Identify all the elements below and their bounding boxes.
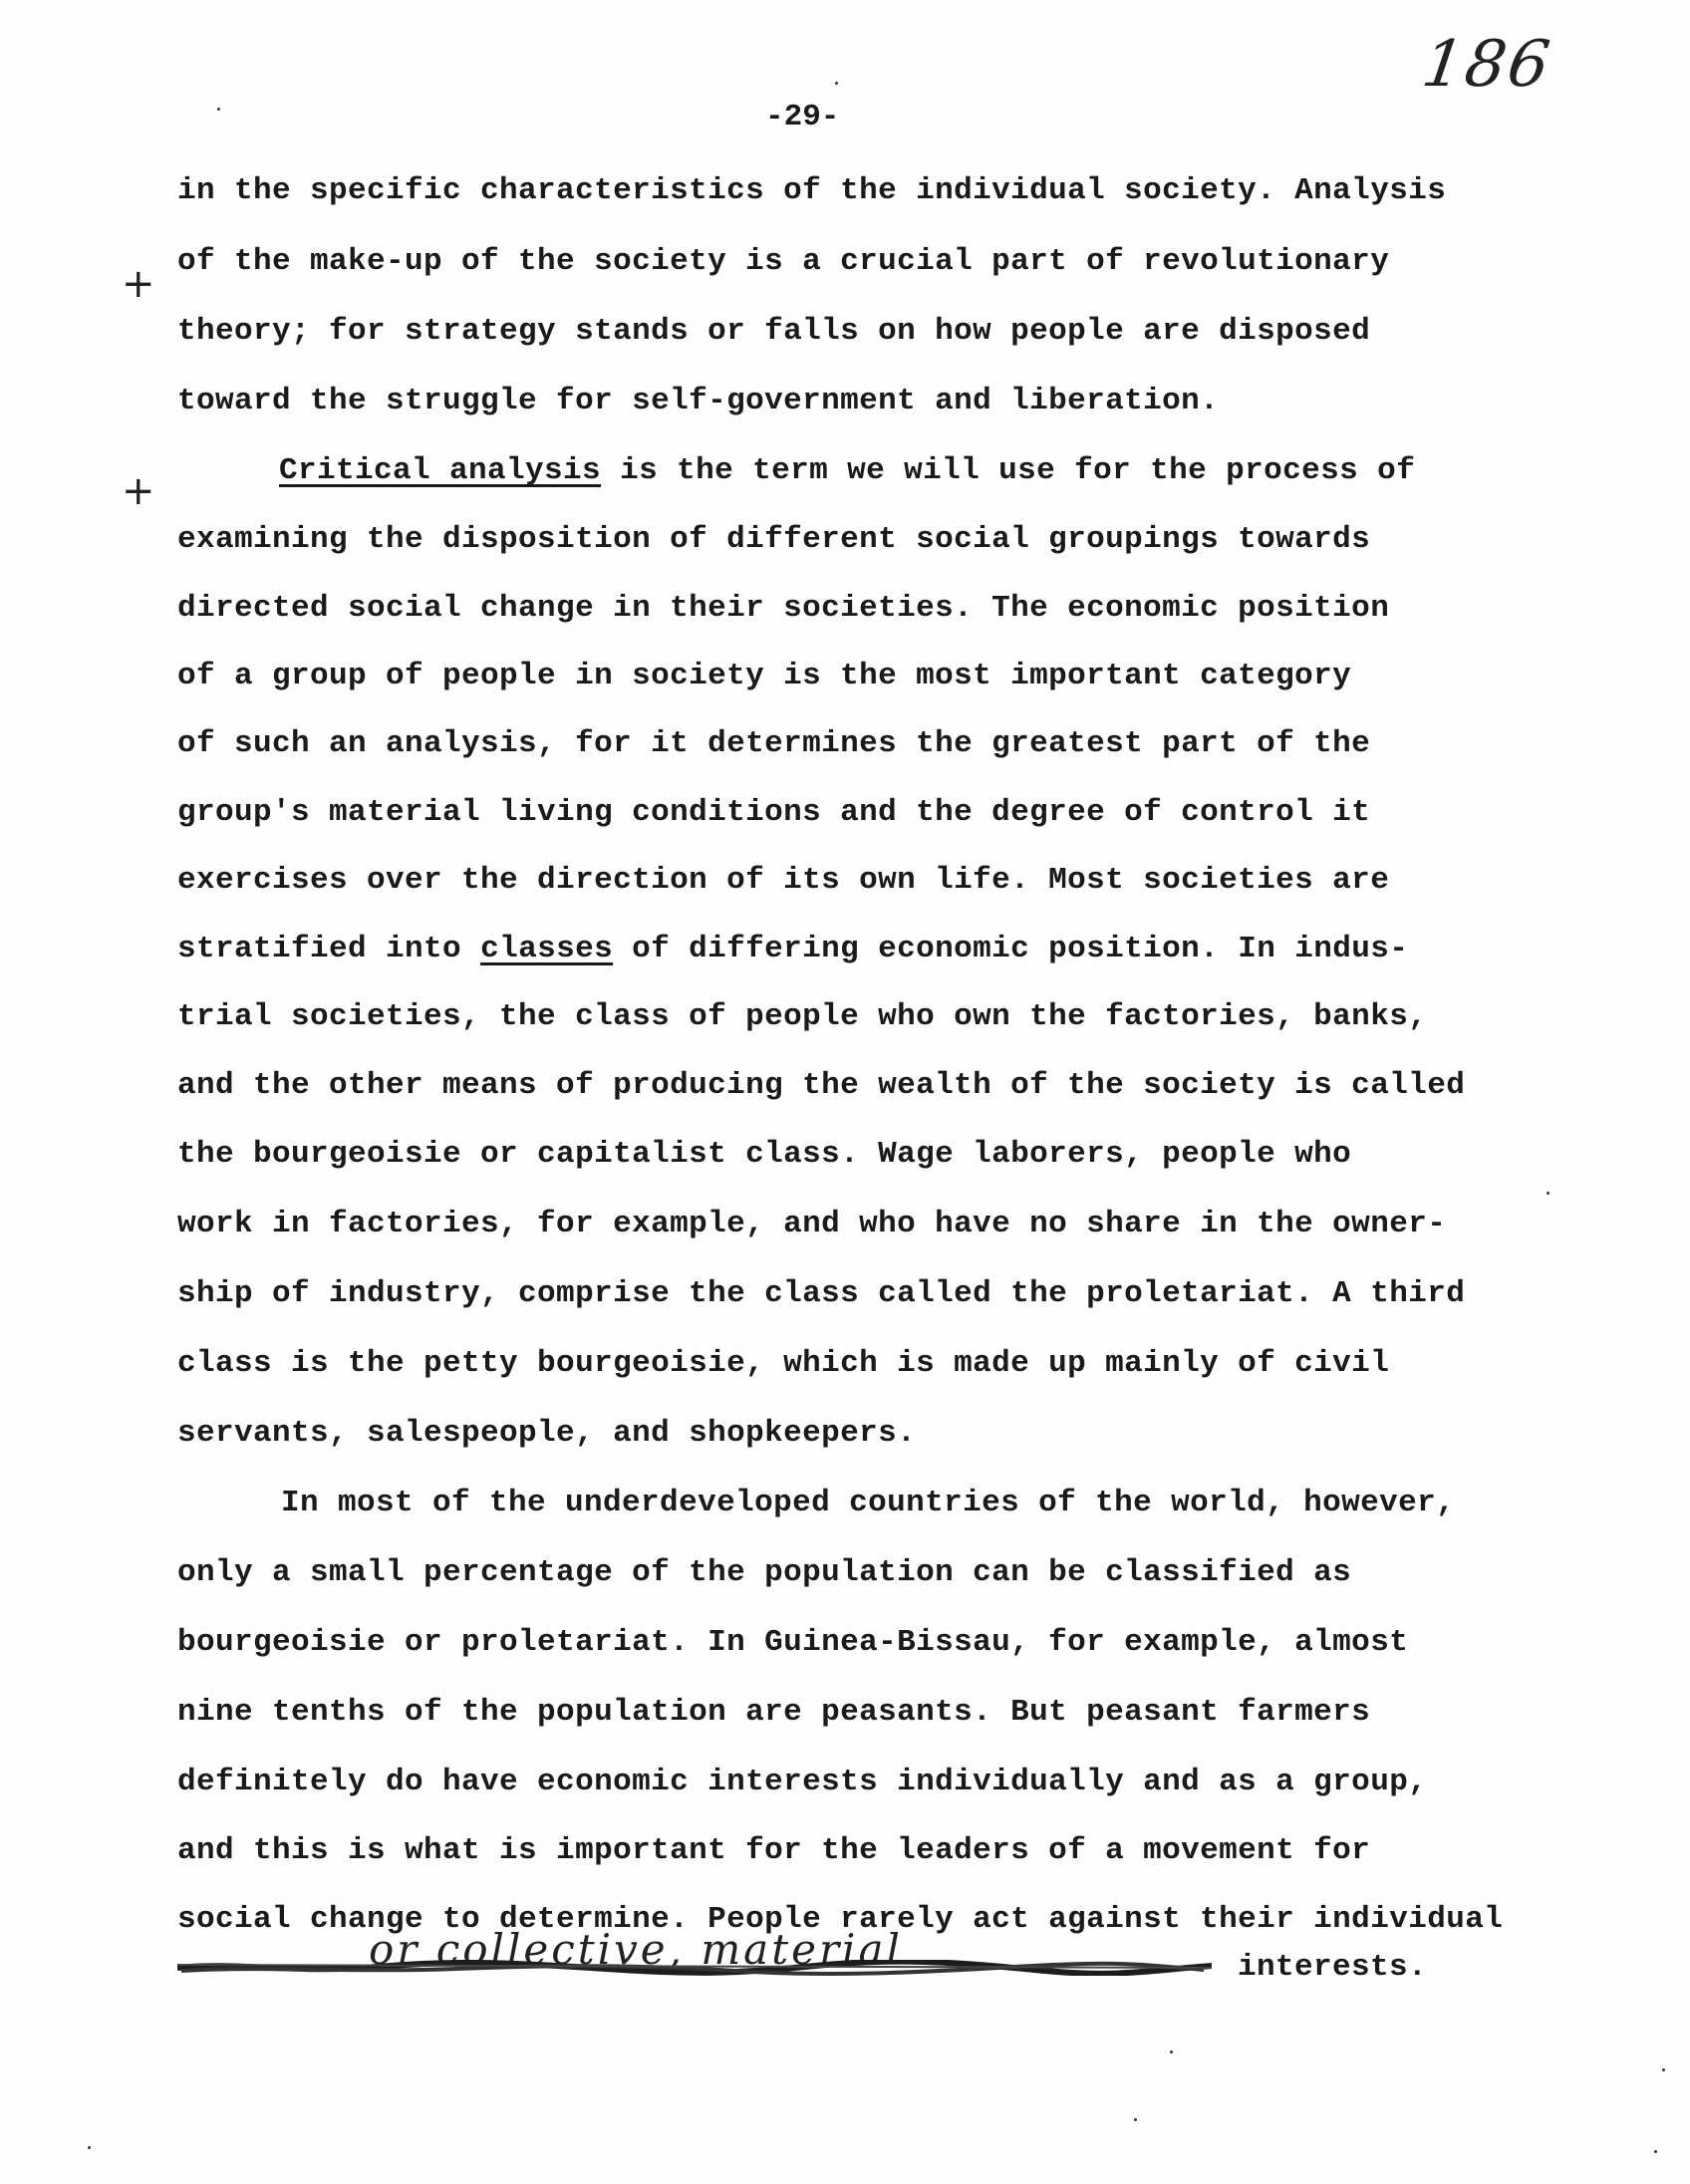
scribbled-out-text: [177, 1960, 1212, 1976]
line-segment: of differing economic position. In indus-: [613, 932, 1409, 966]
text-line: directed social change in their societies. The economic position: [177, 591, 1390, 626]
handwritten-folio-number: 186: [1417, 28, 1556, 102]
text-line: bourgeoisie or proletariat. In Guinea-Bissau, for example, almost: [177, 1625, 1409, 1660]
text-line: only a small percentage of the population can be classified as: [177, 1555, 1352, 1590]
text-line: class is the petty bourgeoisie, which is made up mainly of civil: [177, 1346, 1390, 1381]
text-line: [279, 451, 1415, 491]
text-line: ship of industry, comprise the class called the proletariat. A third: [177, 1276, 1466, 1311]
text-line: servants, salespeople, and shopkeepers.: [177, 1416, 917, 1451]
scan-speck: [1662, 2068, 1665, 2071]
scan-speck: [1134, 2118, 1137, 2121]
text-line: work in factories, for example, and who have no share in the owner-: [177, 1207, 1447, 1241]
text-line: of such an analysis, for it determines the greatest part of the: [177, 726, 1371, 761]
text-line: toward the struggle for self-government and liberation.: [177, 384, 1220, 418]
text-line: exercises over the direction of its own life. Most societies are: [177, 863, 1390, 898]
line-segment: stratified into: [177, 932, 481, 966]
text-line: In most of the underdeveloped countries of the world, however,: [281, 1486, 1456, 1520]
text-line-final-word: interests.: [1238, 1950, 1428, 1985]
scan-speck: [835, 82, 838, 85]
margin-mark: +: [122, 468, 155, 514]
text-line: definitely do have economic interests individually and as a group,: [177, 1765, 1428, 1799]
text-line: the bourgeoisie or capitalist class. Wage laborers, people who: [177, 1137, 1352, 1172]
text-line: examining the disposition of different social groupings towards: [177, 522, 1371, 557]
text-line: of a group of people in society is the most important category: [177, 659, 1352, 693]
text-line: of the make-up of the society is a crucial part of revolutionary: [177, 244, 1390, 279]
text-line: and the other means of producing the wealth of the society is called: [177, 1068, 1466, 1103]
underlined-term: classes: [480, 932, 614, 966]
scan-speck: [1654, 2150, 1657, 2153]
text-line: and this is what is important for the leaders of a movement for: [177, 1833, 1371, 1868]
text-line: social change to determine. People rarely act against their individual: [177, 1902, 1504, 1937]
text-line: trial societies, the class of people who own the factories, banks,: [177, 999, 1428, 1034]
text-line: nine tenths of the population are peasants. But peasant farmers: [177, 1695, 1371, 1730]
scan-speck: [1170, 2050, 1173, 2053]
text-line: group's material living conditions and the degree of control it: [177, 795, 1371, 830]
text-line: [177, 930, 1408, 969]
text-line: in the specific characteristics of the individual society. Analysis: [177, 173, 1447, 208]
text-line: theory; for strategy stands or falls on how people are disposed: [177, 314, 1371, 349]
margin-mark: +: [122, 261, 155, 307]
handwritten-insertion: or collective, material: [369, 1925, 903, 1974]
scan-speck: [1547, 1192, 1549, 1195]
scan-speck: [217, 108, 220, 111]
underlined-term: Critical analysis: [279, 453, 602, 488]
page-number: -29-: [765, 100, 840, 135]
scan-speck: [88, 2146, 91, 2149]
line-segment: is the term we will use for the process of: [601, 453, 1416, 488]
